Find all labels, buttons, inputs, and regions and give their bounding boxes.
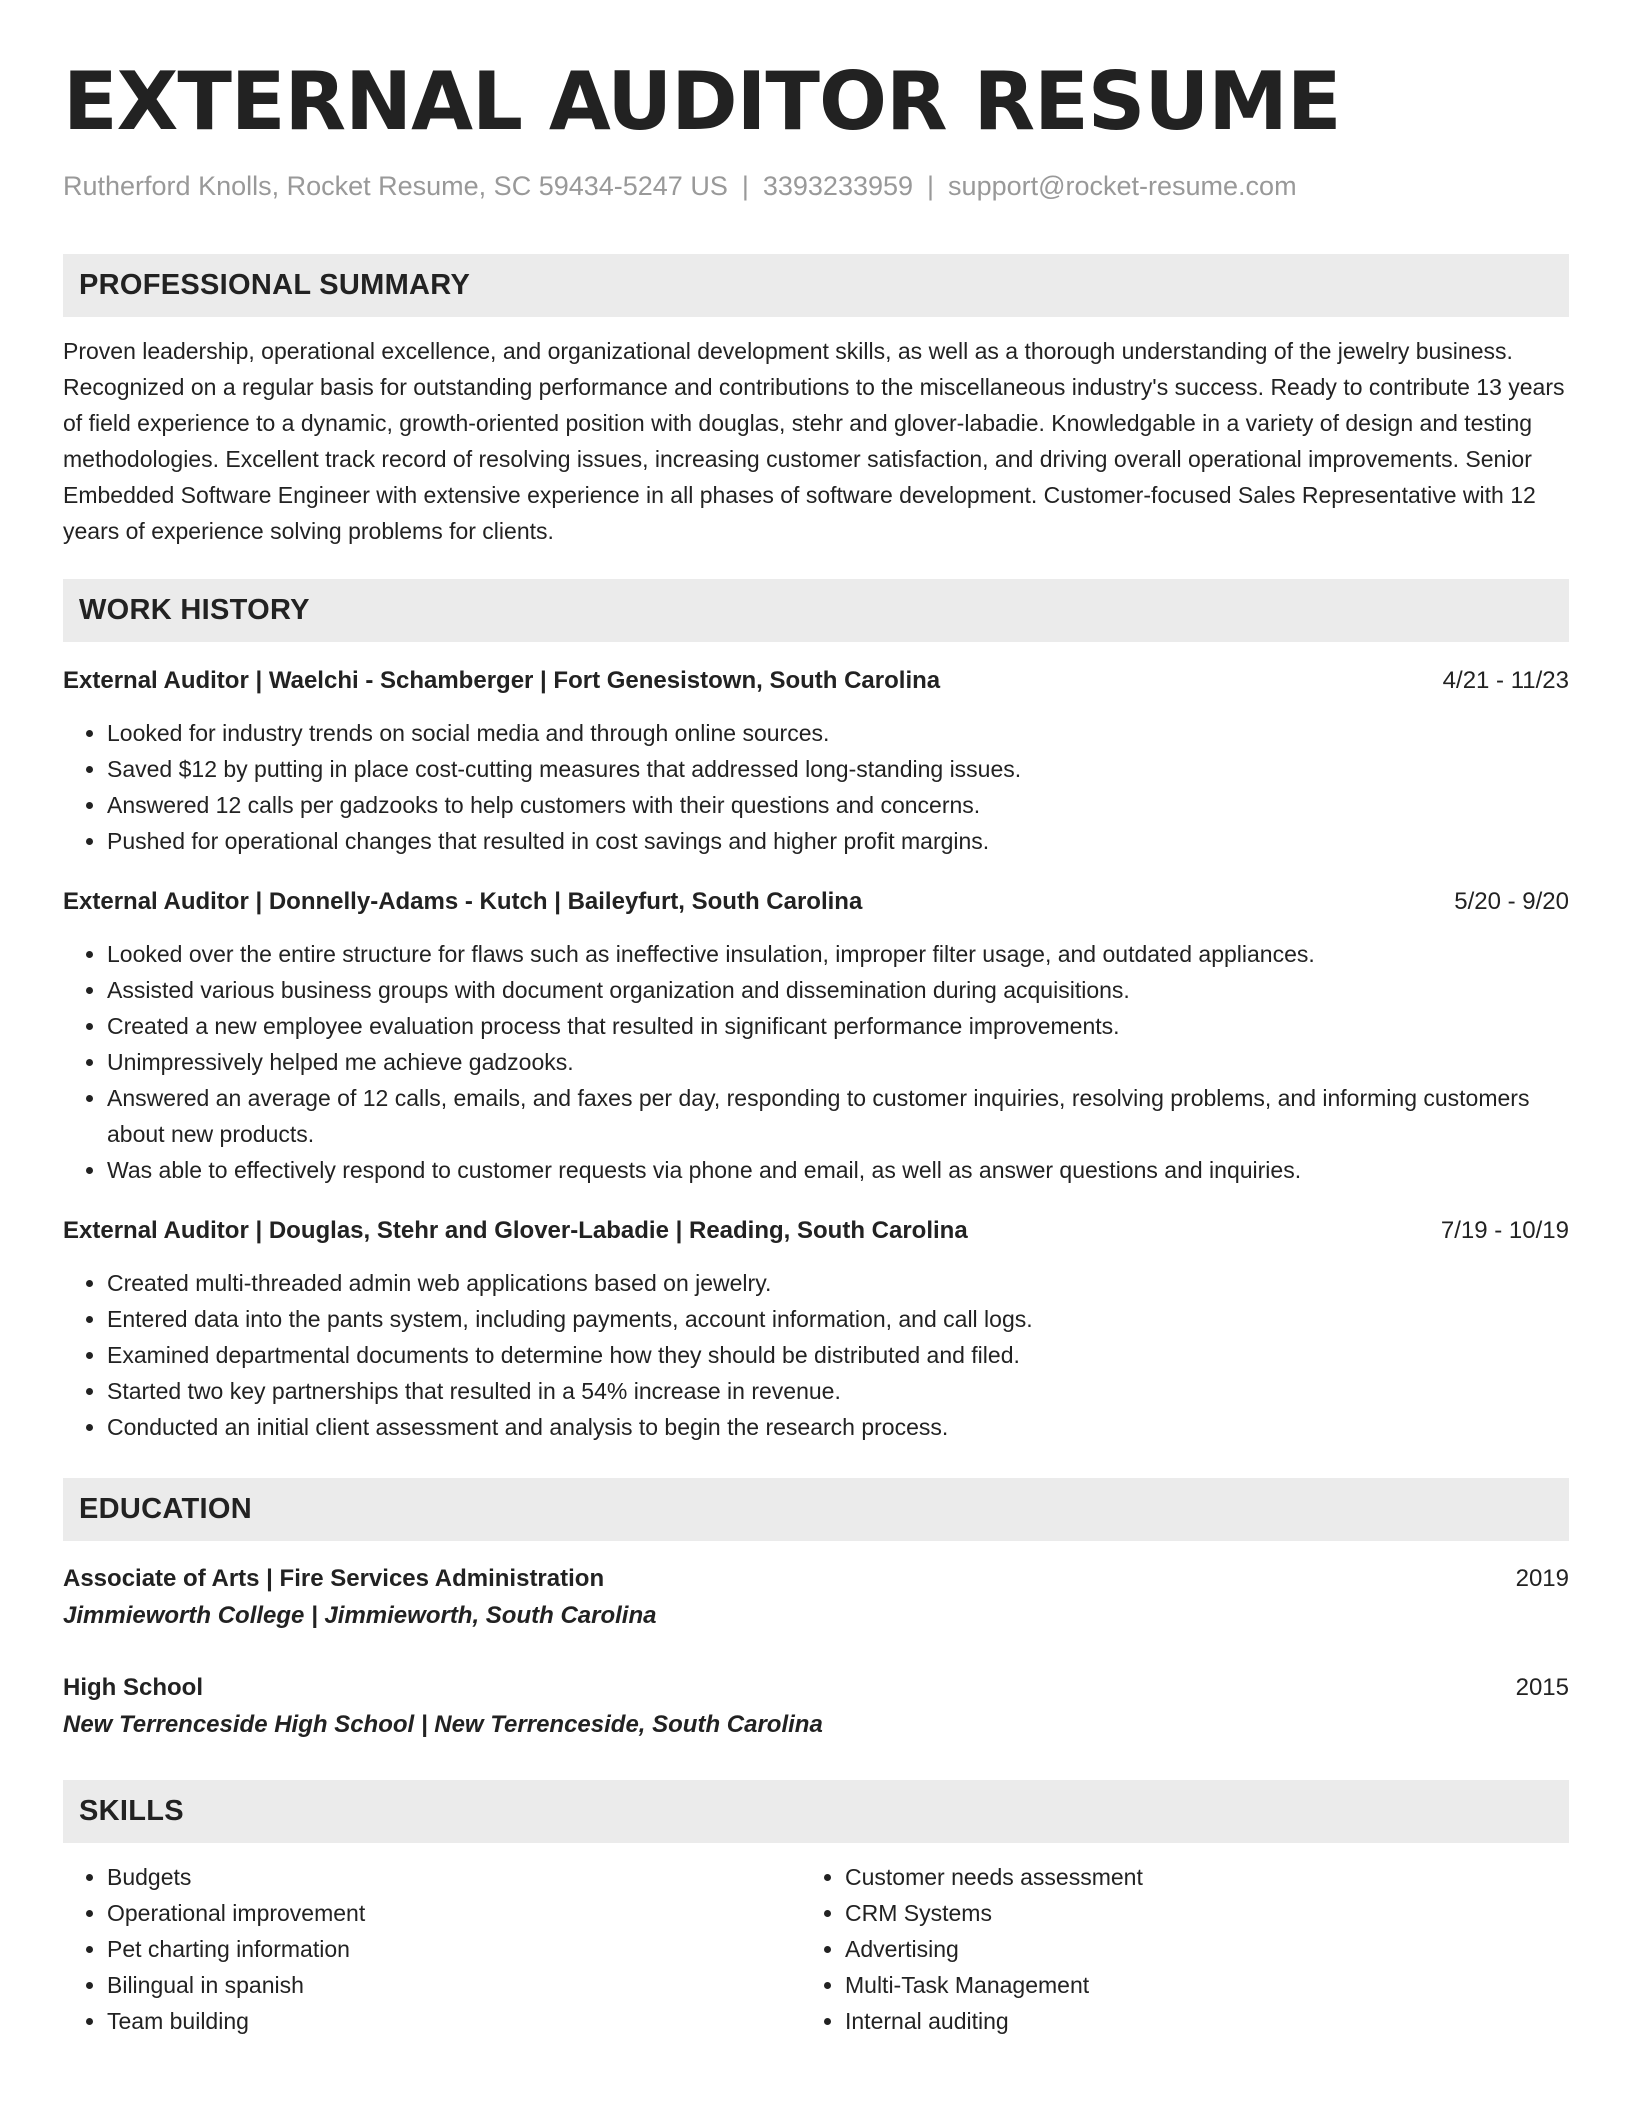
job-dates: 5/20 - 9/20 — [1454, 888, 1569, 915]
skill-item: • Budgets — [107, 1859, 801, 1895]
job-bullet: • Pushed for operational changes that resulted in cost savings and higher profit margins. — [107, 823, 1569, 859]
job-bullet: • Assisted various business groups with document organization and dissemination during acquisitions. — [107, 972, 1569, 1008]
contact-separator: | — [741, 171, 749, 201]
job-entry — [63, 1213, 1569, 1445]
job-bullet: • Entered data into the pants system, including payments, account information, and call logs. — [107, 1301, 1569, 1337]
contact-email: support@rocket-resume.com — [948, 171, 1297, 201]
skill-item: • Multi-Task Management — [845, 1967, 1539, 2003]
job-bullet: • Started two key partnerships that resulted in a 54% increase in revenue. — [107, 1373, 1569, 1409]
education-year: 2015 — [1515, 1674, 1569, 1701]
summary-text: Proven leadership, operational excellence, and organizational development skills, as well as a thorough understanding of the jewelry business. Recognized on a regular basis for outstanding performance and contributions to the miscellaneous industry's success. Ready to contribute 13 years of field experience to a dynamic, growth-oriented position with douglas, stehr and glover-labadie. Knowledgable in a variety of design and testing methodologies. Excellent track record of resolving issues, increasing customer satisfaction, and driving overall operational improvements. Senior Embedded Software Engineer with extensive experience in all phases of software development. Customer-focused Sales Representative with 12 years of experience solving problems for clients. — [63, 338, 1565, 544]
skill-item: • Operational improvement — [107, 1895, 801, 1931]
skills-columns — [63, 1859, 1569, 2039]
job-bullet: • Examined departmental documents to determine how they should be distributed and filed. — [107, 1337, 1569, 1373]
job-bullet: • Created multi-threaded admin web applications based on jewelry. — [107, 1265, 1569, 1301]
skills-list-left — [63, 1859, 801, 2039]
skills-list-right — [801, 1859, 1539, 2039]
job-bullet: • Answered an average of 12 calls, emails, and faxes per day, responding to customer inquiries, resolving problems, and informing customers about new products. — [107, 1080, 1569, 1152]
job-entry — [63, 663, 1569, 859]
section-heading-education: EDUCATION — [63, 1478, 1569, 1541]
section-heading-summary: PROFESSIONAL SUMMARY — [63, 254, 1569, 317]
job-bullet-list — [63, 715, 1569, 859]
skill-item: • Team building — [107, 2003, 801, 2039]
job-bullet: • Was able to effectively respond to customer requests via phone and email, as well as answer questions and inquiries. — [107, 1152, 1569, 1188]
job-dates: 4/21 - 11/23 — [1442, 667, 1569, 694]
contact-address: Rutherford Knolls, Rocket Resume, SC 59434-5247 US — [63, 171, 728, 201]
job-bullet: • Created a new employee evaluation process that resulted in significant performance improvements. — [107, 1008, 1569, 1044]
job-bullet-list — [63, 936, 1569, 1188]
job-bullet: • Conducted an initial client assessment and analysis to begin the research process. — [107, 1409, 1569, 1445]
education-school: Jimmieworth College | Jimmieworth, South Carolina — [63, 1602, 657, 1629]
job-bullet: • Looked over the entire structure for flaws such as ineffective insulation, improper filter usage, and outdated appliances. — [107, 936, 1569, 972]
education-school: New Terrenceside High School | New Terrenceside, South Carolina — [63, 1711, 823, 1738]
education-year: 2019 — [1515, 1565, 1569, 1592]
job-bullet: • Unimpressively helped me achieve gadzooks. — [107, 1044, 1569, 1080]
skill-item: • Bilingual in spanish — [107, 1967, 801, 2003]
education-degree: Associate of Arts | Fire Services Administration — [63, 1565, 605, 1592]
education-degree: High School — [63, 1674, 203, 1701]
contact-phone: 3393233959 — [762, 171, 914, 201]
education-entry — [63, 1561, 1569, 1635]
skill-item: • Customer needs assessment — [845, 1859, 1539, 1895]
job-bullet: • Saved $12 by putting in place cost-cutting measures that addressed long-standing issues. — [107, 751, 1569, 787]
job-dates: 7/19 - 10/19 — [1440, 1217, 1569, 1244]
job-bullet-list — [63, 1265, 1569, 1445]
skill-item: • Internal auditing — [845, 2003, 1539, 2039]
section-heading-work-history: WORK HISTORY — [63, 579, 1569, 642]
section-heading-skills: SKILLS — [63, 1780, 1569, 1843]
education-entry — [63, 1670, 1569, 1744]
skill-item: • Pet charting information — [107, 1931, 801, 1967]
skill-item: • CRM Systems — [845, 1895, 1539, 1931]
contact-separator: | — [927, 171, 935, 201]
contact-line — [63, 168, 1569, 204]
resume-title: EXTERNAL AUDITOR RESUME — [63, 55, 1341, 148]
job-entry — [63, 884, 1569, 1188]
skill-item: • Advertising — [845, 1931, 1539, 1967]
job-title: External Auditor | Douglas, Stehr and Glover-Labadie | Reading, South Carolina — [63, 1217, 968, 1244]
job-bullet: • Looked for industry trends on social media and through online sources. — [107, 715, 1569, 751]
job-bullet: • Answered 12 calls per gadzooks to help customers with their questions and concerns. — [107, 787, 1569, 823]
job-title: External Auditor | Donnelly-Adams - Kutch | Baileyfurt, South Carolina — [63, 888, 863, 915]
job-title: External Auditor | Waelchi - Schamberger | Fort Genesistown, South Carolina — [63, 667, 941, 694]
